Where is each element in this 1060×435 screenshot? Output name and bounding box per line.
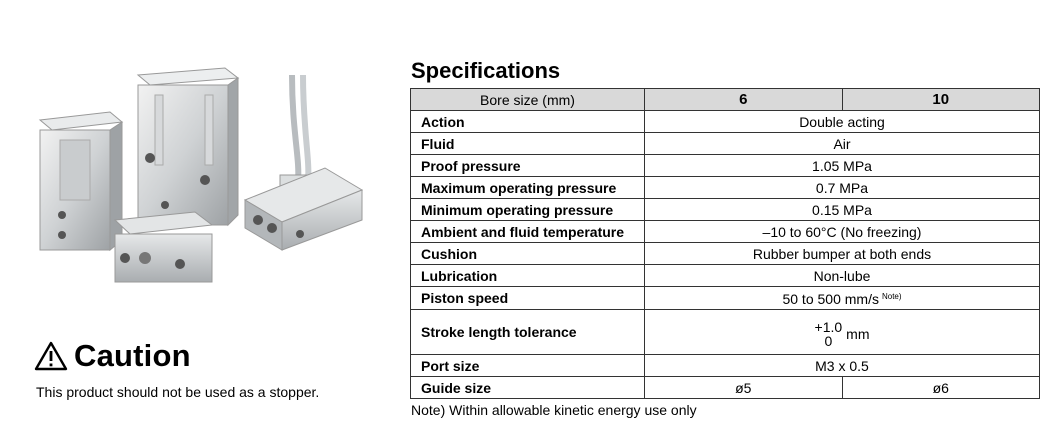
row-label: Port size	[411, 355, 645, 377]
guide-size-6: ø5	[645, 377, 843, 399]
table-row	[411, 355, 1040, 377]
cylinder-flat-front	[115, 212, 212, 282]
specifications-title: Specifications	[411, 58, 561, 83]
note-marker: Note)	[881, 292, 902, 301]
cylinder-with-tubes	[245, 75, 362, 250]
row-value: Non-lube	[645, 265, 1040, 287]
footnote: Note) Within allowable kinetic energy use only	[411, 402, 697, 418]
row-label: Minimum operating pressure	[411, 199, 645, 221]
table-row	[411, 221, 1040, 243]
table-row	[411, 111, 1040, 133]
row-value	[645, 310, 1040, 355]
bore-size-label: Bore size (mm)	[411, 89, 645, 111]
row-value: M3 x 0.5	[645, 355, 1040, 377]
warning-triangle-icon	[34, 341, 68, 371]
caution-heading	[34, 338, 191, 374]
tolerance-upper: +1.0	[814, 318, 843, 335]
row-value: 0.15 MPa	[645, 199, 1040, 221]
table-row	[411, 199, 1040, 221]
product-photo	[0, 50, 380, 290]
row-value: 1.05 MPa	[645, 155, 1040, 177]
row-value: Air	[645, 133, 1040, 155]
caution-text: This product should not be used as a stopper.	[36, 384, 320, 400]
table-row	[411, 155, 1040, 177]
row-label: Fluid	[411, 133, 645, 155]
row-value: –10 to 60°C (No freezing)	[645, 221, 1040, 243]
specifications-table	[410, 88, 1040, 399]
row-label: Proof pressure	[411, 155, 645, 177]
table-row	[411, 310, 1040, 355]
tolerance-lower: 0	[824, 332, 833, 349]
table-row	[411, 243, 1040, 265]
row-label: Lubrication	[411, 265, 645, 287]
tolerance-unit: mm	[846, 325, 870, 342]
piston-speed-value: 50 to 500 mm/s	[782, 291, 879, 307]
cylinder-small	[40, 112, 122, 250]
row-label: Guide size	[411, 377, 645, 399]
table-row	[411, 177, 1040, 199]
row-label: Ambient and fluid temperature	[411, 221, 645, 243]
stroke-tolerance	[815, 320, 870, 348]
row-value	[645, 287, 1040, 310]
bore-size-6: 6	[645, 89, 843, 111]
row-label: Cushion	[411, 243, 645, 265]
row-label: Maximum operating pressure	[411, 177, 645, 199]
bore-size-10: 10	[842, 89, 1040, 111]
row-value: Rubber bumper at both ends	[645, 243, 1040, 265]
row-label: Stroke length tolerance	[411, 310, 645, 355]
table-row	[411, 377, 1040, 399]
guide-size-10: ø6	[842, 377, 1040, 399]
row-label: Piston speed	[411, 287, 645, 310]
cylinder-tall	[138, 68, 238, 225]
table-header-row	[411, 89, 1040, 111]
table-row	[411, 133, 1040, 155]
row-value: 0.7 MPa	[645, 177, 1040, 199]
table-row	[411, 265, 1040, 287]
table-row	[411, 287, 1040, 310]
caution-title: Caution	[74, 338, 191, 373]
row-label: Action	[411, 111, 645, 133]
row-value: Double acting	[645, 111, 1040, 133]
